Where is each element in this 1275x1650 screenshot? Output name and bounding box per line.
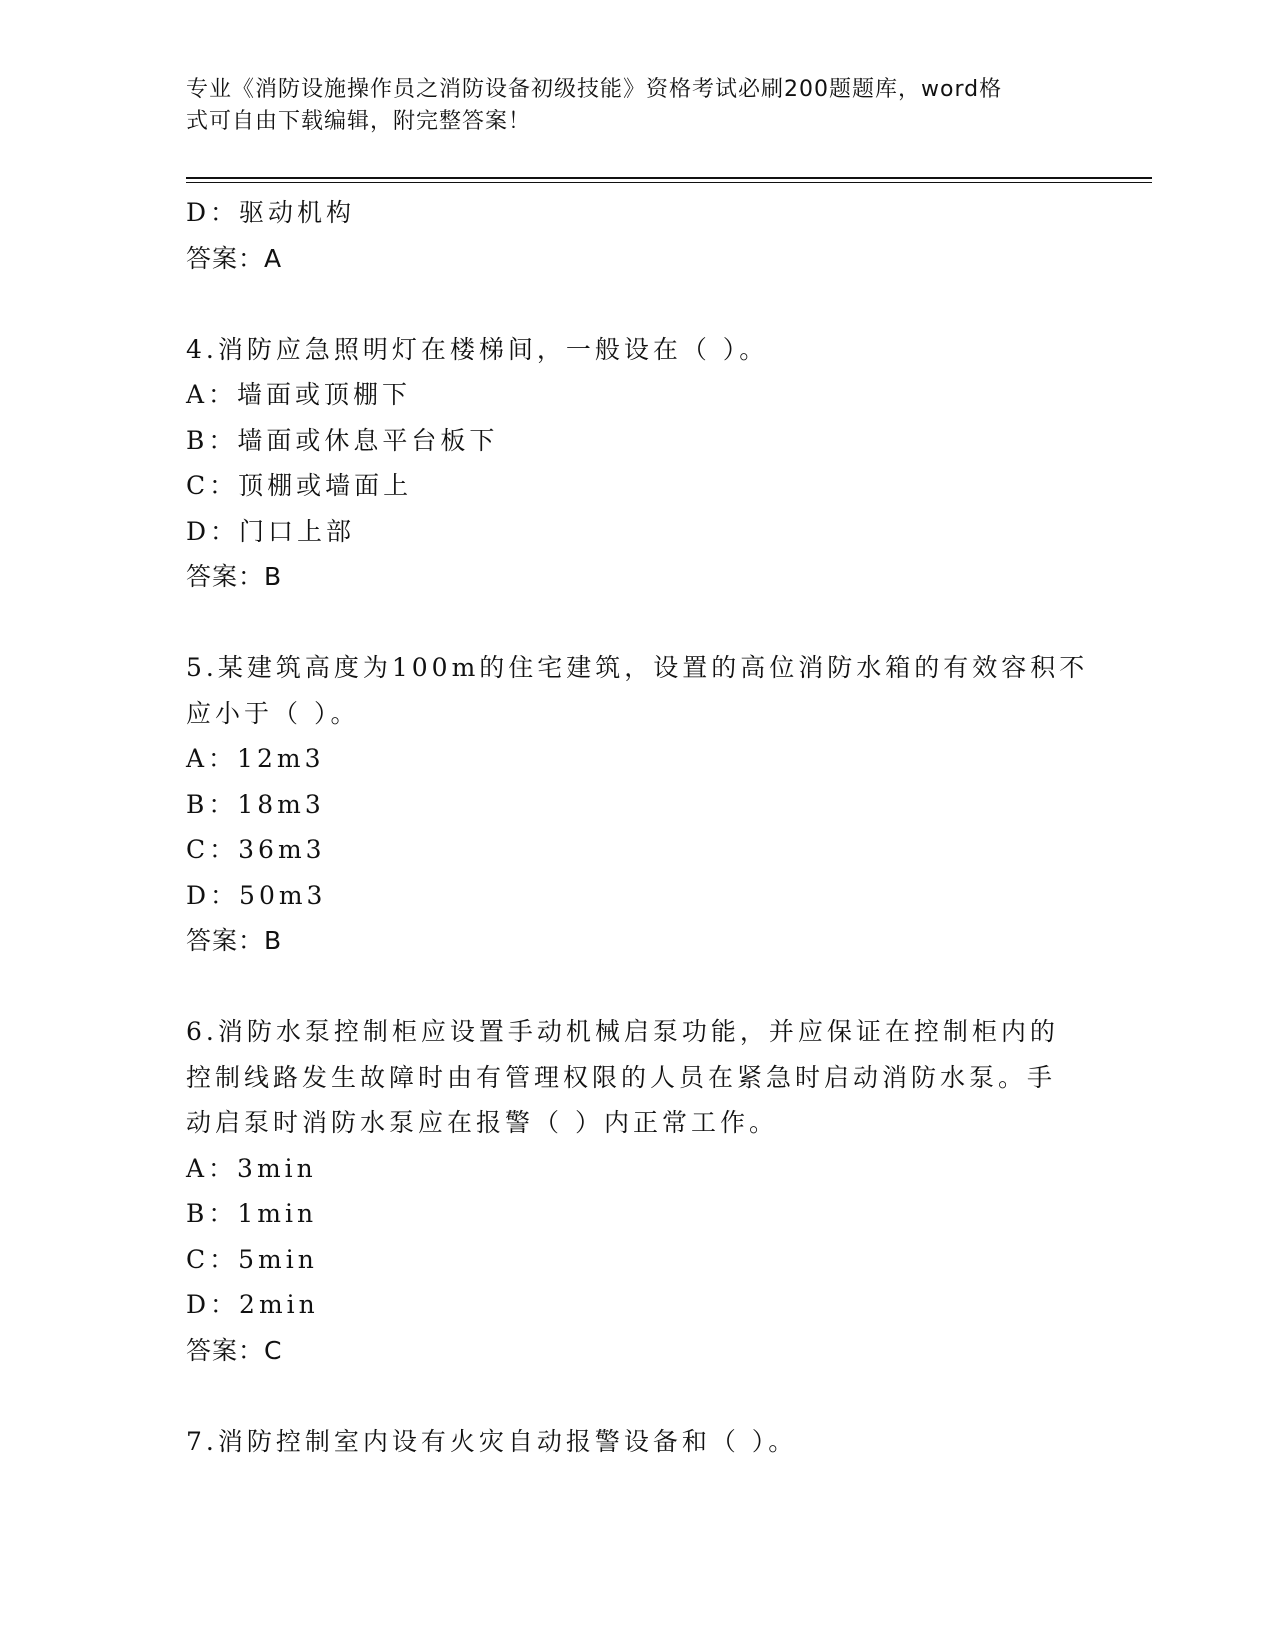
question-stem: 7.消防控制室内设有火灾自动报警设备和（ ）。 <box>186 1426 798 1456</box>
answer: 答案：B <box>186 926 283 955</box>
option-b: B：墙面或休息平台板下 <box>186 425 499 455</box>
header-divider-thick <box>186 177 1152 179</box>
option-a: A：12m3 <box>186 744 325 773</box>
question-stem-cont: 动启泵时消防水泵应在报警（ ）内正常工作。 <box>186 1108 778 1137</box>
spacer <box>186 1373 1086 1419</box>
document-header <box>186 74 1066 138</box>
question-stem: 4.消防应急照明灯在楼梯间，一般设在（ ）。 <box>186 334 769 364</box>
question-4 <box>186 327 1086 600</box>
question-stem-cont: 控制线路发生故障时由有管理权限的人员在紧急时启动消防水泵。手 <box>186 1062 1057 1092</box>
question-6 <box>186 1009 1086 1373</box>
spacer <box>186 281 1086 327</box>
option-b: B：18m3 <box>186 789 325 819</box>
header-divider-thin <box>186 182 1152 183</box>
answer: 答案：C <box>186 1335 283 1365</box>
question-stem: 6.消防水泵控制柜应设置手动机械启泵功能，并应保证在控制柜内的 <box>186 1017 1059 1046</box>
option-b: B：1min <box>186 1199 318 1228</box>
option-c: C：顶棚或墙面上 <box>186 471 413 500</box>
question-5 <box>186 645 1089 964</box>
option-d: D：50m3 <box>186 880 327 910</box>
header-line-2: 式可自由下载编辑，附完整答案！ <box>186 109 532 134</box>
spacer <box>186 964 1086 1010</box>
q3-answer: 答案：A <box>186 243 283 273</box>
question-stem: 5.某建筑高度为100m的住宅建筑，设置的高位消防水箱的有效容积不 <box>186 653 1089 682</box>
question-list <box>186 190 1089 1464</box>
answer: 答案：B <box>186 562 283 591</box>
option-c: C：5min <box>186 1244 318 1274</box>
header-line-1: 专业《消防设施操作员之消防设备初级技能》资格考试必刷200题题库，word格 <box>186 77 1003 102</box>
question-stem-cont: 应小于（ ）。 <box>186 698 360 728</box>
question-7 <box>186 1419 1086 1465</box>
option-a: A：3min <box>186 1153 317 1183</box>
q3-option-d: D：驱动机构 <box>186 198 356 227</box>
option-d: D：2min <box>186 1290 319 1319</box>
option-d: D：门口上部 <box>186 516 356 546</box>
option-a: A：墙面或顶棚下 <box>186 380 412 409</box>
spacer <box>186 600 1086 646</box>
option-c: C：36m3 <box>186 835 326 864</box>
